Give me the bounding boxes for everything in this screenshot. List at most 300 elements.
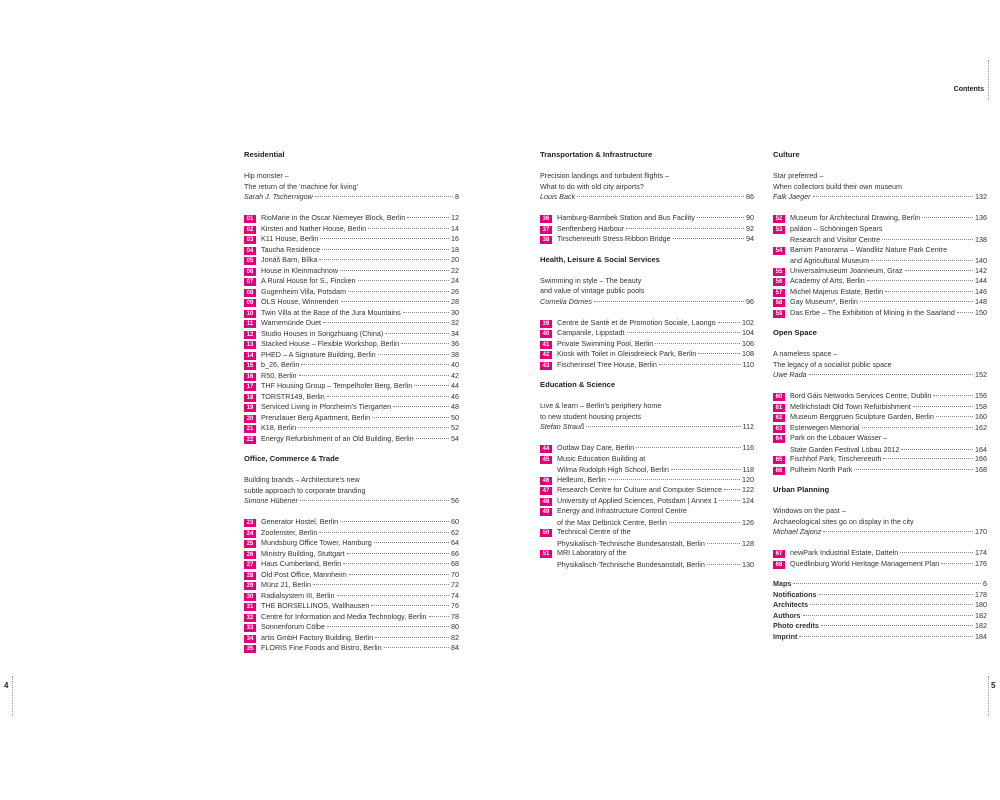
project-title: of the Max Delbrück Centre, Berlin: [557, 517, 667, 527]
project-title: K18, Berlin: [261, 423, 297, 432]
project-title: Research Centre for Culture and Computer Science: [557, 485, 722, 494]
project-title: Centre de Santé et de Promotion Sociale, Laongo: [557, 317, 716, 327]
dot-leader: [900, 552, 973, 553]
project-entry: [244, 570, 459, 581]
project-entry: [540, 517, 754, 528]
project-title: Helleum, Berlin: [557, 474, 606, 484]
page-number: 182: [975, 621, 987, 630]
dot-leader: [867, 280, 973, 281]
toc-section: [773, 485, 987, 569]
dot-leader: [608, 479, 740, 480]
project-title: Energy and Infrastructure Control Centre: [557, 506, 687, 515]
page-number: 28: [451, 297, 459, 306]
back-matter-entry: [773, 632, 987, 643]
essay-author-text: Uwe Rada: [773, 370, 807, 379]
project-title: Campanile, Lippstadt: [557, 328, 625, 337]
project-entry: [540, 318, 754, 329]
project-entry: [773, 308, 987, 319]
dot-leader: [636, 447, 740, 448]
project-entry: [773, 454, 987, 465]
page-number: 116: [742, 443, 754, 452]
project-entry: [540, 548, 754, 559]
project-number-badge: 60: [773, 393, 785, 401]
project-number-badge: 18: [244, 394, 256, 402]
section-title: Health, Leisure & Social Services: [540, 254, 660, 264]
dot-leader: [803, 615, 973, 616]
dot-leader: [375, 637, 449, 638]
essay-title-line: The legacy of a socialist public space: [773, 359, 892, 369]
project-entry: [773, 465, 987, 476]
section-title: Open Space: [773, 328, 817, 337]
project-title: Fischerinsel Tree House, Berlin: [557, 359, 657, 369]
section-title: Residential: [244, 150, 285, 159]
project-number-badge: [773, 234, 785, 242]
essay-entry: [773, 171, 987, 203]
project-entry: [244, 559, 459, 570]
project-entry: [244, 612, 459, 623]
page-number: 136: [975, 213, 987, 222]
page-number: 22: [451, 265, 459, 275]
dot-leader: [813, 196, 973, 197]
project-title: Physikalisch-Technische Bundesanstalt, Berlin: [557, 559, 705, 569]
project-entry: [540, 464, 754, 475]
project-title: Stacked House – Flexible Workshop, Berlin: [261, 339, 400, 348]
essay-entry: [244, 475, 459, 507]
project-number-badge: 02: [244, 226, 256, 234]
page-number: 122: [742, 485, 754, 494]
project-number-badge: 30: [244, 593, 256, 601]
toc-column-right: [773, 150, 987, 642]
project-number-badge: 38: [540, 236, 552, 244]
page-number: 52: [451, 423, 459, 432]
essay-entry: [773, 349, 987, 381]
section-title: Culture: [773, 150, 800, 159]
project-entry: [244, 601, 459, 612]
project-entry: [244, 643, 459, 654]
project-number-badge: 07: [244, 278, 256, 286]
project-title: House in Kleinmachnow: [261, 265, 339, 275]
project-number-badge: 29: [244, 582, 256, 590]
project-number-badge: 31: [244, 603, 256, 611]
project-entry: [540, 213, 754, 224]
dot-leader: [941, 563, 973, 564]
project-entry: [773, 276, 987, 287]
project-entry: [244, 423, 459, 434]
section-title: Office, Commerce & Trade: [244, 454, 339, 463]
dot-leader: [883, 458, 973, 459]
page-number: 126: [742, 517, 754, 527]
project-title: THF Housing Group – Tempelhofer Berg, Berlin: [261, 381, 413, 390]
right-edge-rule: [988, 60, 989, 100]
dot-leader: [349, 574, 449, 575]
essay-title-line: and value of vintage public pools: [540, 286, 645, 295]
project-title: Radialsystem III, Berlin: [261, 590, 335, 600]
page-number: 170: [975, 527, 987, 536]
project-number-badge: 37: [540, 226, 552, 234]
project-entry: [244, 266, 459, 277]
project-title: Physikalisch-Technische Bundesanstalt, Berlin: [557, 538, 705, 548]
dot-leader: [401, 343, 449, 344]
project-title: MRI Laboratory of the: [557, 548, 627, 557]
essay-author-text: Michael Zajonz: [773, 527, 822, 536]
project-title: Centre for Information and Media Technology, Berlin: [261, 611, 427, 621]
essay-title-line: Archaeological sites go on display in the city: [773, 516, 914, 526]
essay-entry: [773, 506, 987, 538]
page-number: 56: [451, 496, 459, 505]
page-number: 146: [975, 286, 987, 296]
dot-leader: [384, 647, 449, 648]
project-list: [773, 213, 987, 318]
dot-leader: [337, 595, 450, 596]
project-list: [244, 517, 459, 654]
project-title: Taucha Residence: [261, 244, 321, 254]
project-title: R50, Berlin: [261, 370, 297, 380]
project-title: THE BORSELLINOS, Wallhausen: [261, 601, 370, 610]
project-entry: [244, 591, 459, 602]
dot-leader: [298, 427, 449, 428]
project-title: University of Applied Sciences, Potsdam | Annex 1: [557, 495, 718, 505]
page-number: 118: [742, 465, 754, 474]
page-number: 18: [451, 244, 459, 254]
dot-leader: [718, 322, 740, 323]
project-number-badge: 59: [773, 310, 785, 318]
project-entry: [244, 276, 459, 287]
project-number-badge: 03: [244, 236, 256, 244]
page-number: 160: [975, 412, 987, 421]
dot-leader: [429, 616, 449, 617]
back-matter-title: Maps: [773, 579, 792, 588]
project-entry: [540, 538, 754, 549]
project-title: Quedlinburg World Heritage Management Plan: [790, 558, 940, 568]
project-entry: [773, 266, 987, 277]
project-number-badge: 32: [244, 614, 256, 622]
project-number-badge: 25: [244, 540, 256, 548]
page-number: 40: [451, 360, 459, 369]
project-list: [773, 391, 987, 475]
project-entry: [773, 548, 987, 559]
dot-leader: [301, 364, 449, 365]
project-number-badge: 11: [244, 320, 256, 328]
dot-leader: [901, 449, 973, 450]
page-number: 156: [975, 391, 987, 400]
essay-title-line: Hip monster –: [244, 171, 289, 180]
project-entry: [540, 496, 754, 507]
project-entry: [244, 538, 459, 549]
page-number: 162: [975, 422, 987, 432]
project-title: Sonnenforum Cölbe: [261, 622, 325, 631]
page-number: 60: [451, 517, 459, 526]
page-number: 34: [451, 328, 459, 338]
dot-leader: [393, 406, 449, 407]
dot-leader: [957, 312, 973, 313]
page-number: 46: [451, 391, 459, 401]
page-heading: Contents: [953, 86, 984, 93]
project-title: Music Education Building at: [557, 453, 646, 463]
dot-leader: [407, 217, 449, 218]
project-entry: [540, 559, 754, 570]
project-title: FLORIS Fine Foods and Bistro, Berlin: [261, 643, 382, 652]
dot-leader: [697, 217, 744, 218]
project-entry: [244, 402, 459, 413]
page-number: 72: [451, 580, 459, 589]
dot-leader: [724, 489, 740, 490]
page-number: 86: [746, 192, 754, 201]
dot-leader: [669, 522, 740, 523]
dot-leader: [300, 500, 449, 501]
project-title: State Garden Festival Löbau 2012: [790, 444, 900, 454]
page-number: 66: [451, 548, 459, 558]
page-number: 36: [451, 339, 459, 348]
project-number-badge: 13: [244, 341, 256, 349]
project-number-badge: [773, 444, 785, 452]
project-title: Zoofenster, Berlin: [261, 527, 318, 537]
project-entry: [244, 392, 459, 403]
project-title: OLS House, Winnenden: [261, 297, 339, 306]
page-number: 110: [742, 359, 754, 369]
back-matter-title: Notifications: [773, 589, 817, 599]
dot-leader: [347, 553, 450, 554]
page-number: 148: [975, 297, 987, 306]
project-number-badge: 56: [773, 278, 785, 286]
project-entry: [540, 339, 754, 350]
project-title: and Agricultural Museum: [790, 256, 870, 265]
right-page-number: 5: [991, 681, 996, 690]
project-title: TORSTR149, Berlin: [261, 391, 325, 401]
page-number: 24: [451, 276, 459, 285]
project-number-badge: 01: [244, 215, 256, 223]
page-number: 142: [975, 265, 987, 275]
project-title: Gay Museum*, Berlin: [790, 297, 858, 306]
back-matter-title: Authors: [773, 610, 801, 620]
project-title: newPark Industrial Estate, Datteln: [790, 548, 899, 557]
project-number-badge: [540, 464, 552, 472]
project-entry: [773, 213, 987, 224]
project-entry: [773, 255, 987, 266]
page-number: 78: [451, 611, 459, 621]
project-entry: [540, 360, 754, 371]
dot-leader: [707, 564, 740, 565]
project-number-badge: 06: [244, 268, 256, 276]
page-number: 180: [975, 600, 987, 609]
project-number-badge: 40: [540, 330, 552, 338]
page-number: 82: [451, 632, 459, 642]
essay-author-text: Cornelia Dörries: [540, 296, 592, 306]
back-matter-title: Architects: [773, 600, 809, 609]
project-title: Museum Berggruen Sculpture Garden, Berlin: [790, 412, 934, 421]
project-number-badge: 53: [773, 226, 785, 234]
project-number-badge: 36: [540, 215, 552, 223]
dot-leader: [371, 605, 449, 606]
dot-leader: [810, 604, 973, 605]
page-number: 90: [746, 213, 754, 222]
project-title: Prenzlauer Berg Apartment, Berlin: [261, 412, 371, 422]
project-number-badge: 47: [540, 487, 552, 495]
back-matter-entry: [773, 600, 987, 611]
essay-title-line: Precision landings and turbulent flights –: [540, 171, 670, 180]
project-title: Kirsten and Nather House, Berlin: [261, 223, 367, 233]
project-entry: [540, 224, 754, 235]
dot-leader: [323, 322, 449, 323]
toc-section: [540, 380, 754, 569]
project-number-badge: 24: [244, 530, 256, 538]
page-number: 128: [742, 538, 754, 548]
project-number-badge: 42: [540, 351, 552, 359]
page-number: 6: [983, 579, 987, 588]
page-number: 132: [975, 192, 987, 201]
left-page-number: 4: [4, 681, 9, 690]
dot-leader: [319, 532, 449, 533]
essay-title-line: subtle approach to corporate branding: [244, 485, 366, 495]
project-entry: [244, 549, 459, 560]
dot-leader: [343, 563, 449, 564]
project-number-badge: 52: [773, 215, 785, 223]
project-title: Gugenheim Villa, Potsdam: [261, 286, 346, 296]
project-title: Pulheim North Park: [790, 464, 853, 474]
toc-section: [244, 454, 459, 654]
project-entry: [540, 454, 754, 465]
page-number: 104: [742, 328, 754, 337]
dot-leader: [299, 375, 449, 376]
project-title: Jonáš Barn, Bílka: [261, 255, 318, 264]
project-list: [540, 318, 754, 371]
back-matter-entry: [773, 590, 987, 601]
page-number: 164: [975, 444, 987, 454]
project-number-badge: 16: [244, 373, 256, 381]
page-number: 76: [451, 601, 459, 610]
dot-leader: [322, 249, 449, 250]
project-number-badge: 54: [773, 247, 785, 255]
essay-author: [773, 192, 987, 203]
back-matter-list: [773, 579, 987, 642]
essay-author-text: Louis Back: [540, 192, 576, 201]
project-number-badge: 39: [540, 320, 552, 328]
page-number: 166: [975, 454, 987, 463]
dot-leader: [385, 333, 449, 334]
project-number-badge: 05: [244, 257, 256, 265]
essay-author-text: Sarah J. Tschernigow: [244, 192, 313, 201]
project-title: Mellrichstadt Old Town Refurbishment: [790, 401, 911, 411]
project-title: Studio Houses in Songzhuang (China): [261, 328, 384, 338]
toc-section: [244, 150, 459, 444]
project-entry: [244, 224, 459, 235]
essay-entry: [540, 401, 754, 433]
project-entry: [244, 329, 459, 340]
project-title: Das Erbe – The Exhibition of Mining in the Saarland: [790, 307, 955, 317]
page-number: 44: [451, 381, 459, 390]
project-number-badge: 09: [244, 299, 256, 307]
project-title: Esterwegen Memorial: [790, 422, 860, 432]
dot-leader: [340, 270, 449, 271]
project-title: Bord Gáis Networks Services Centre, Dublin: [790, 391, 932, 400]
project-entry: [773, 444, 987, 455]
toc-section: [773, 328, 987, 475]
essay-author: [773, 527, 987, 538]
page-number: 168: [975, 464, 987, 474]
dot-leader: [862, 427, 973, 428]
project-title: Energy Refurbishment of an Old Building, Berlin: [261, 433, 414, 443]
page-number: 106: [742, 338, 754, 348]
project-entry: [244, 245, 459, 256]
toc-column-middle: [540, 150, 754, 579]
project-entry: [244, 633, 459, 644]
project-title: Wilma Rudolph High School, Berlin: [557, 465, 669, 474]
project-number-badge: 20: [244, 415, 256, 423]
page-number: 96: [746, 296, 754, 306]
project-title: A Rural House for S., Fincken: [261, 276, 356, 285]
project-number-badge: 22: [244, 436, 256, 444]
project-number-badge: 41: [540, 341, 552, 349]
project-number-badge: 49: [540, 508, 552, 516]
dot-leader: [403, 312, 449, 313]
project-entry: [773, 287, 987, 298]
dot-leader: [659, 364, 741, 365]
dot-leader: [793, 583, 981, 584]
project-entry: [773, 391, 987, 402]
project-number-badge: 57: [773, 289, 785, 297]
page-number: 16: [451, 234, 459, 243]
page-number: 176: [975, 558, 987, 568]
project-number-badge: 68: [773, 561, 785, 569]
page-number: 92: [746, 223, 754, 233]
dot-leader: [655, 343, 740, 344]
essay-author-text: Simone Hübener: [244, 496, 298, 505]
dot-leader: [374, 542, 449, 543]
page-number: 174: [975, 548, 987, 557]
dot-leader: [626, 228, 744, 229]
essay-title-line: Building brands – Architecture’s new: [244, 475, 360, 484]
dot-leader: [341, 301, 449, 302]
page-number: 74: [451, 590, 459, 600]
page-number: 108: [742, 349, 754, 358]
project-entry: [773, 423, 987, 434]
project-entry: [540, 328, 754, 339]
toc-section: [540, 150, 754, 245]
project-title: Tirschenreuth Stress Ribbon Bridge: [557, 234, 671, 243]
page-number: 182: [975, 610, 987, 620]
project-number-badge: 04: [244, 247, 256, 255]
toc-section: [540, 255, 754, 371]
toc-section: [773, 150, 987, 318]
project-title: Park on the Löbauer Wasser –: [790, 433, 888, 442]
dot-leader: [378, 354, 449, 355]
project-title: Private Swimming Pool, Berlin: [557, 338, 654, 348]
project-number-badge: 12: [244, 331, 256, 339]
project-number-badge: 48: [540, 498, 552, 506]
project-title: Technical Centre of the: [557, 527, 631, 536]
dot-leader: [671, 469, 741, 470]
project-number-badge: [540, 538, 552, 546]
project-title: paläon – Schöningen Spears: [790, 223, 883, 233]
dot-leader: [821, 625, 973, 626]
page-number: 32: [451, 318, 459, 327]
project-number-badge: [540, 517, 552, 525]
page-number: 8: [455, 192, 459, 201]
project-title: RioMarie in the Oscar Niemeyer Block, Berlin: [261, 213, 406, 222]
project-number-badge: 21: [244, 425, 256, 433]
project-entry: [773, 234, 987, 245]
project-number-badge: 15: [244, 362, 256, 370]
page-number: 62: [451, 527, 459, 537]
project-number-badge: 27: [244, 561, 256, 569]
project-title: PHED – A Signature Building, Berlin: [261, 349, 376, 359]
dot-leader: [594, 301, 744, 302]
back-matter-title: Imprint: [773, 631, 798, 641]
project-list: [540, 213, 754, 245]
page-number: 178: [975, 589, 987, 599]
dot-leader: [368, 228, 449, 229]
project-title: Fischhof Park, Tirschenreuth: [790, 454, 882, 463]
project-entry: [244, 339, 459, 350]
